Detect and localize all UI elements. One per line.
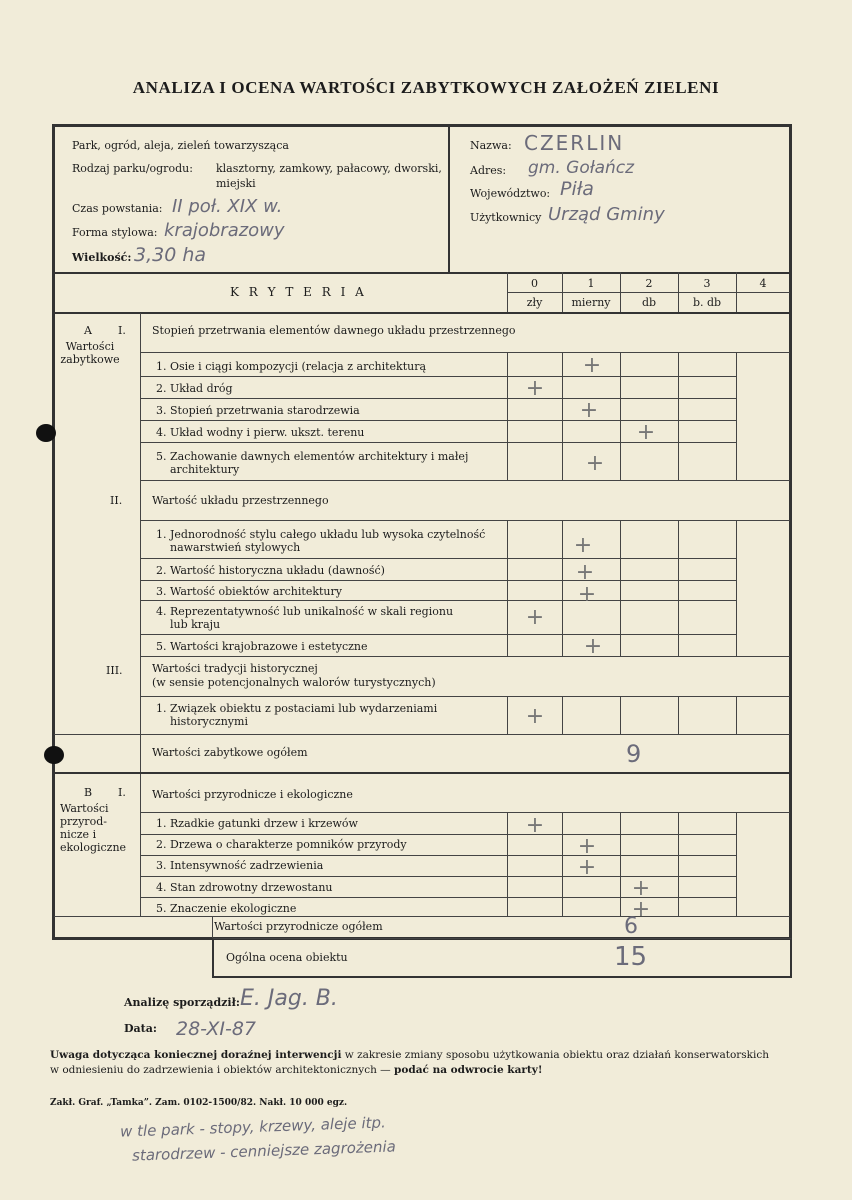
criteria-bottom-line [54,312,790,314]
g2-item-4: 4. Reprezentatywność lub unikalność w skali regionu [156,605,454,618]
grid-v [507,812,508,916]
forma-value: krajobrazowy [164,220,285,241]
g2-item-1b: nawarstwień stylowych [170,541,301,554]
row-line [140,812,790,813]
section-b-roman: I. [118,786,126,799]
col-0-num: 0 [531,277,538,290]
section-b-letter: B [84,786,93,799]
row-line [54,916,790,917]
grid-v [678,520,679,656]
uzytkownicy-value: Urząd Gminy [548,204,665,225]
g3-title: Wartości tradycji historycznej [152,662,318,675]
form-title: ANALIZA I OCENA WARTOŚCI ZABYTKOWYCH ZAŁOŻEŃ ZIELENI [132,78,720,97]
print-info: Zakł. Graf. „Tamka”. Zam. 0102-1500/82. Nakł. 10 000 egz. [50,1098,348,1108]
data-value: 28-XI-87 [176,1018,257,1040]
grid-col-4 [736,272,737,312]
grid-v [678,352,679,480]
rodzaj-label: Rodzaj parku/ogrodu: [72,162,193,175]
section-a-name: Wartości zabytkowe [60,340,120,366]
row-line [140,558,736,559]
b-item-3: 3. Intensywność zadrzewienia [156,859,324,872]
uzytkownicy-label: Użytkownicy [470,211,542,224]
grid-v [736,352,737,480]
grid-v [620,520,621,656]
mark-g2-1: + [573,533,593,558]
grid-v [562,812,563,916]
section-a-total-label: Wartości zabytkowe ogółem [152,746,308,759]
grid-v [562,352,563,480]
b-item-4: 4. Stan zdrowotny drzewostanu [156,881,333,894]
g2-title: Wartość układu przestrzennego [152,494,329,507]
g2-item-4b: lub kraju [170,618,221,631]
g1-item-4: 4. Układ wodny i pierw. ukszt. terenu [156,426,365,439]
grid-col-0 [507,272,508,312]
grid-v [620,352,621,480]
grid-v [507,352,508,480]
section-b-divider [140,774,141,916]
mark-b-2: + [577,834,597,859]
uwaga-line2a: w odniesieniu do zadrzewienia i obiektów architektonicznych — [50,1064,395,1076]
mark-g1-1: + [582,353,602,378]
col-2-num: 2 [645,277,653,290]
criteria-mid-line [507,292,790,293]
section-a-letter: A [84,324,92,337]
g1-title-line [140,352,790,353]
uwaga-bold: Uwaga dotycząca koniecznej doraźnej interwencji [50,1049,342,1061]
adres-label: Adres: [470,164,507,177]
g1-item-5b: architektury [170,463,240,476]
handwritten-note-2: starodrzew - cenniejsze zagrożenia [131,1137,397,1165]
g3-title-2: (w sensie potencjonalnych walorów turystycznych) [152,676,436,689]
mark-g1-2: + [525,376,545,401]
col-4-num: 4 [759,277,767,290]
punch-hole-top [36,424,56,442]
row-line [140,634,736,635]
punch-hole-bottom [44,746,64,764]
mark-b-1: + [525,813,545,838]
section-a-divider [140,313,141,773]
g1-item-5: 5. Zachowanie dawnych elementów architektury i małej [156,450,469,463]
grid-v [562,520,563,656]
section-b-total-value: 6 [624,914,638,939]
grid-v [736,696,737,734]
mark-g2-4: + [525,605,545,630]
adres-value: gm. Gołańcz [528,158,635,178]
col-1-name: mierny [571,296,611,309]
col-2-name: db [641,296,657,309]
mark-g2-2: + [575,560,595,585]
czas-label: Czas powstania: [72,202,163,215]
g1-item-3: 3. Stopień przetrwania starodrzewia [156,404,360,417]
grid-v [678,812,679,916]
col-0-name: zły [526,296,543,309]
mark-g1-3: + [579,398,599,423]
mark-b-3: + [577,855,597,880]
col-1-num: 1 [587,277,595,290]
handwritten-note-1: w tle park - stopy, krzewy, aleje itp. [119,1113,387,1141]
grid-v [562,696,563,734]
park-type: Park, ogród, aleja, zieleń towarzysząca [72,139,289,152]
row-line [140,480,790,481]
grid-v [507,696,508,734]
g1-item-2: 2. Układ dróg [156,382,233,395]
analiza-label: Analizę sporządził: [124,996,240,1009]
grid-v [678,696,679,734]
g2-item-2: 2. Wartość historyczna układu (dawność) [156,564,385,577]
rodzaj-options-2: miejski [216,177,256,190]
row-line [54,734,790,735]
forma-label: Forma stylowa: [72,226,158,239]
rodzaj-options: klasztorny, zamkowy, pałacowy, dworski, [216,162,442,175]
b-item-1: 1. Rzadkie gatunki drzew i krzewów [156,817,358,830]
overall-label: Ogólna ocena obiektu [226,951,348,964]
g1-item-1: 1. Osie i ciągi kompozycji (relacja z architekturą [156,360,427,373]
g2-item-1: 1. Jednorodność stylu całego układu lub wysoka czytelność [156,528,486,541]
mark-g2-5: + [583,634,603,659]
grid-v [736,520,737,656]
analiza-signature: E. Jag. B. [240,986,338,1011]
grid-col-2 [620,272,621,312]
row-line [140,834,736,835]
data-label: Data: [124,1022,157,1035]
g3-item-1: 1. Związek obiektu z postaciami lub wydarzeniami [156,702,438,715]
grid-col-1 [562,272,563,312]
grid-col-3 [678,272,679,312]
header-bottom-line [54,272,790,274]
b-item-2: 2. Drzewa o charakterze pomników przyrody [156,838,407,851]
b-item-5: 5. Znaczenie ekologiczne [156,902,297,915]
wojewodztwo-label: Województwo: [470,187,551,200]
section-b-name-3: nicze i [60,828,97,841]
wielkosc-value: 3,30 ha [134,244,207,266]
row-line [140,376,736,377]
grid-v [736,812,737,916]
col-3-name: b. db [692,296,722,309]
section-b-title: Wartości przyrodnicze i ekologiczne [152,788,353,801]
g2-item-5: 5. Wartości krajobrazowe i estetyczne [156,640,368,653]
uwaga-rest: w zakresie zmiany sposobu użytkowania obiektu oraz działań konserwatorskich [341,1049,770,1061]
section-b-total-label: Wartości przyrodnicze ogółem [214,920,383,933]
grid-v [507,520,508,656]
row-line [140,600,736,601]
row-line [140,696,790,697]
nazwa-value: CZERLIN [524,131,625,155]
g3-item-1b: historycznymi [170,715,248,728]
section-b-name-2: przyrod- [60,815,107,828]
row-line [140,398,736,399]
overall-value: 15 [614,942,648,972]
nazwa-label: Nazwa: [470,139,512,152]
mark-b-5: + [631,897,651,922]
section-a-roman-2: II. [110,494,123,507]
section-a-roman-3: III. [106,664,123,677]
criteria-label: K R Y T E R I A [230,285,367,299]
section-b-name-1: Wartości [60,802,109,815]
mark-g1-5: + [585,451,605,476]
grid-v [620,696,621,734]
section-a-total-value: 9 [626,740,642,768]
wojewodztwo-value: Piła [560,178,594,200]
uwaga-note [50,1048,810,1063]
section-b-name-4: ekologiczne [60,841,127,854]
section-a-roman: I. [118,324,126,337]
grid-v [620,812,621,916]
g2-item-3: 3. Wartość obiektów architektury [156,585,342,598]
row-line [140,855,736,856]
g1-title: Stopień przetrwania elementów dawnego układu przestrzennego [152,324,516,337]
mark-g1-4: + [636,420,656,445]
mark-b-4: + [631,876,651,901]
row-line [140,656,790,657]
uwaga-note-2 [50,1063,810,1078]
mark-g2-3: + [577,582,597,607]
czas-value: II poł. XIX w. [172,196,283,217]
row-line [140,580,736,581]
col-3-num: 3 [703,277,711,290]
wielkosc-label: Wielkość: [72,251,132,264]
uwaga-line2b: podać na odwrocie karty! [394,1064,543,1076]
mark-g3-1: + [525,704,545,729]
row-line [140,520,790,521]
header-divider [448,126,450,272]
section-a-bottom [54,772,790,774]
